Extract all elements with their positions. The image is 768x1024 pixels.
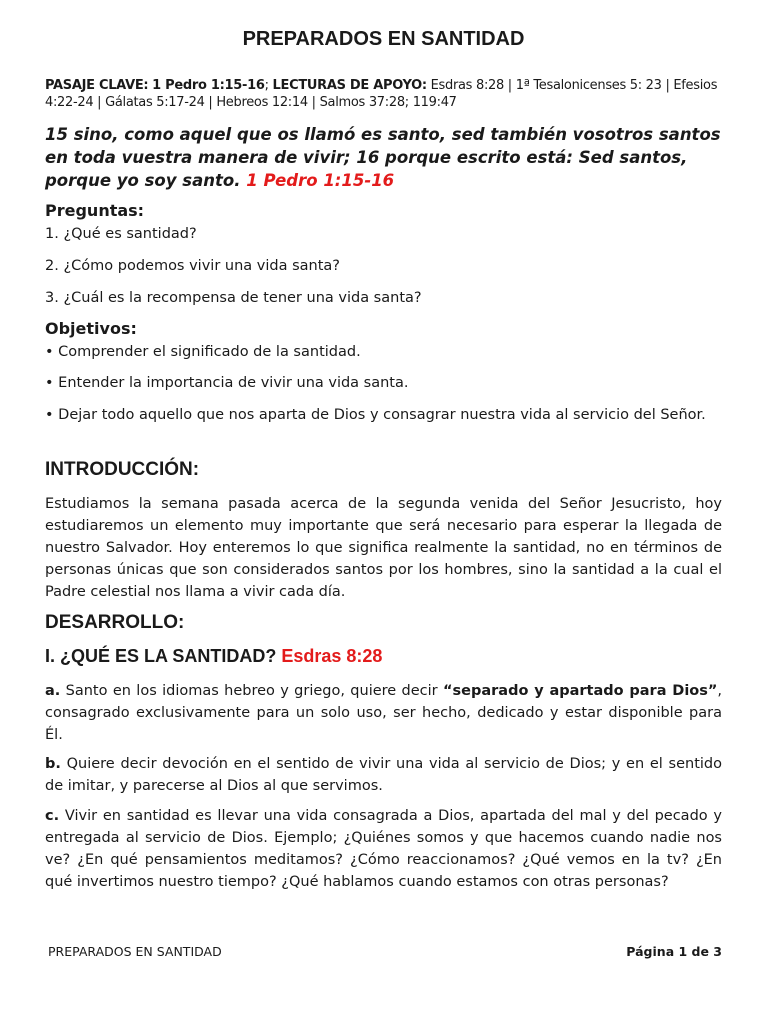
point-c <box>45 805 722 893</box>
key-verse <box>45 123 722 192</box>
support-readings-list: Esdras 8:28 | 1ª Tesalonicenses 5: 23 | Efesios 4:22-24 | Gálatas 5:17-24 | Hebreos 12:14 | Salmos 37:28; 119:47 <box>45 78 718 110</box>
section-ref: Esdras 8:28 <box>281 646 383 666</box>
point-a-text-end: , consagrado exclusivamente para un solo uso, ser hecho, dedicado y estar disponible para Él. <box>45 683 723 743</box>
question-item: 3. ¿Cuál es la recompensa de tener una vida santa? <box>45 290 422 306</box>
page-title: PREPARADOS EN SANTIDAD <box>242 28 525 50</box>
key-separator: ; <box>264 78 269 93</box>
intro-heading: INTRODUCCIÓN: <box>45 459 200 480</box>
footer-title: PREPARADOS EN SANTIDAD <box>48 944 222 959</box>
objective-item: • Dejar todo aquello que nos aparta de Dios y consagrar nuestra vida al servicio del Señor. <box>45 407 706 423</box>
point-b-label: b. <box>45 756 61 772</box>
point-b-text: Quiere decir devoción en el sentido de vivir una vida al servicio de Dios; y en el sentido de imitar, y parecerse al Dios al que servimos. <box>45 756 722 794</box>
key-verse-ref: 1 Pedro 1:15-16 <box>246 171 395 190</box>
key-passage-ref: 1 Pedro 1:15-16 <box>152 78 265 93</box>
point-a-text: Santo en los idiomas hebreo y griego, quiere decir <box>65 683 438 699</box>
support-readings-label: LECTURAS DE APOYO: <box>272 78 427 93</box>
point-a <box>45 680 722 746</box>
section-heading <box>45 646 382 667</box>
point-c-label: c. <box>45 808 60 824</box>
key-verse-text: 15 sino, como aquel que os llamó es santo, sed también vosotros santos en toda vuestra manera de vivir; 16 porque escrito está: Sed santos, porque yo soy santo. <box>45 125 721 190</box>
development-heading: DESARROLLO: <box>45 612 185 633</box>
point-c-text: Vivir en santidad es llevar una vida consagrada a Dios, apartada del mal y del pecado y entregada al servicio de Dios. Ejemplo; ¿Quiénes somos y que hacemos cuando nadie nos ve? ¿En qué pensamientos meditamos? ¿Cómo reaccionamos? ¿Qué vemos en la tv? ¿En qué invertimos nuestro tiempo? ¿Qué hablamos cuando estamos con otras personas? <box>45 808 722 890</box>
point-a-bold: “separado y apartado para Dios” <box>443 683 718 699</box>
objective-item: • Entender la importancia de vivir una vida santa. <box>45 375 409 391</box>
questions-heading: Preguntas: <box>45 201 145 220</box>
question-item: 1. ¿Qué es santidad? <box>45 226 197 242</box>
section-title: I. ¿QUÉ ES LA SANTIDAD? <box>45 646 277 666</box>
intro-paragraph: Estudiamos la semana pasada acerca de la segunda venida del Señor Jesucristo, hoy estudiaremos un elemento muy importante que será necesario para esperar la llegada de nuestro Salvador. Hoy enteremos lo que significa realmente la santidad, no en términos de personas únicas que son considerados santos por los hombres, sino la santidad a la cual el Padre celestial nos llama a vivir cada día. <box>45 496 722 600</box>
question-item: 2. ¿Cómo podemos vivir una vida santa? <box>45 258 340 274</box>
point-a-label: a. <box>45 683 61 699</box>
objectives-heading: Objetivos: <box>45 319 137 338</box>
point-b <box>45 753 722 797</box>
key-passage-block <box>45 77 722 111</box>
key-passage-label: PASAJE CLAVE: <box>45 78 149 93</box>
page-number: Página 1 de 3 <box>626 944 722 959</box>
objective-item: • Comprender el significado de la santidad. <box>45 344 361 360</box>
